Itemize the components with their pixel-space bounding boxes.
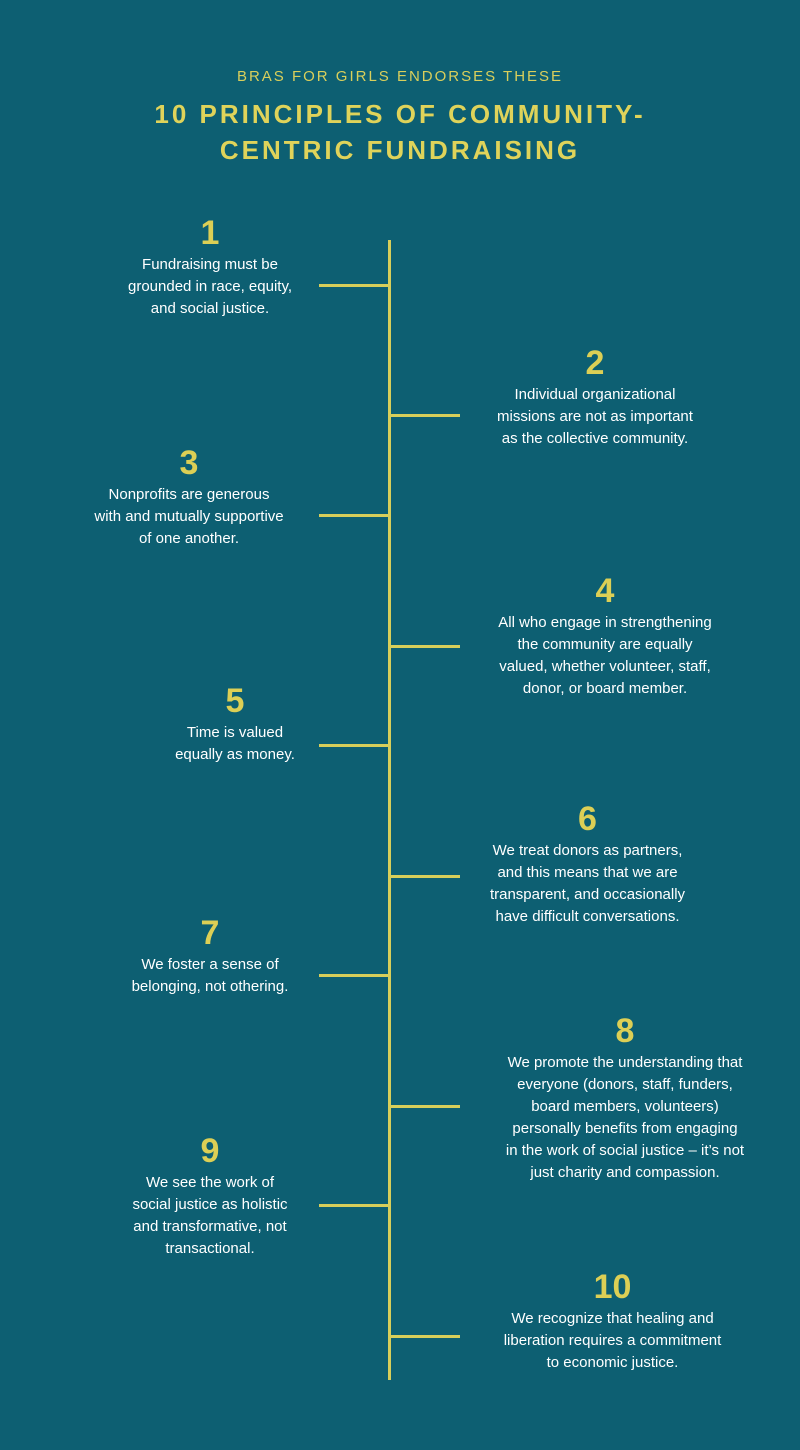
principle-7 [100,914,320,998]
principle-number: 1 [200,214,220,252]
connector-8 [390,1105,460,1108]
connector-7 [319,974,389,977]
principle-number: 8 [615,1012,635,1050]
principle-number: 7 [200,914,220,952]
connector-1 [319,284,389,287]
principle-text: Fundraising must be grounded in race, equity, and social justice. [128,256,292,317]
principle-number: 4 [595,572,615,610]
timeline-spine [388,240,391,1380]
title-line-1: 10 PRINCIPLES OF COMMUNITY- [154,99,646,129]
title-line-2: CENTRIC FUNDRAISING [219,135,581,165]
principle-3 [60,444,318,550]
principle-number: 5 [225,682,245,720]
principle-1 [100,214,320,320]
principle-4 [455,572,755,700]
principle-10 [460,1268,765,1374]
principle-number: 3 [179,444,199,482]
connector-10 [390,1335,460,1338]
principle-text: Time is valued equally as money. [175,724,295,763]
principle-number: 6 [578,800,597,838]
principle-number: 9 [200,1132,220,1170]
header-kicker: BRAS FOR GIRLS ENDORSES THESE [236,68,564,85]
principle-8 [460,1012,790,1184]
principle-6 [455,800,720,928]
principle-number: 10 [593,1268,632,1306]
principle-9 [100,1132,320,1260]
principle-number: 2 [585,344,605,382]
connector-6 [390,875,460,878]
principle-text: We treat donors as partners, and this means that we are transparent, and occasionally have difficult conversations. [489,842,686,925]
principle-text: All who engage in strengthening the community are equally valued, whether volunteer, staff, donor, or board member. [498,614,712,697]
principle-text: Nonprofits are generous with and mutually supportive of one another. [94,486,284,547]
connector-3 [319,514,389,517]
connector-2 [390,414,460,417]
principle-text: We see the work of social justice as holistic and transformative, not transactional. [132,1174,288,1257]
principle-5 [140,682,330,766]
principle-2 [455,344,735,450]
principle-text: Individual organizational missions are not as important as the collective community. [497,386,693,447]
principle-text: We promote the understanding that everyone (donors, staff, funders, board members, volunteers) personally benefits from engaging in the work of social justice – it’s not just charity and compassion. [505,1054,745,1181]
page-title [0,96,800,168]
connector-4 [390,645,460,648]
principle-text: We recognize that healing and liberation requires a commitment to economic justice. [503,1310,722,1371]
principle-text: We foster a sense of belonging, not othering. [131,956,289,995]
connector-9 [319,1204,389,1207]
